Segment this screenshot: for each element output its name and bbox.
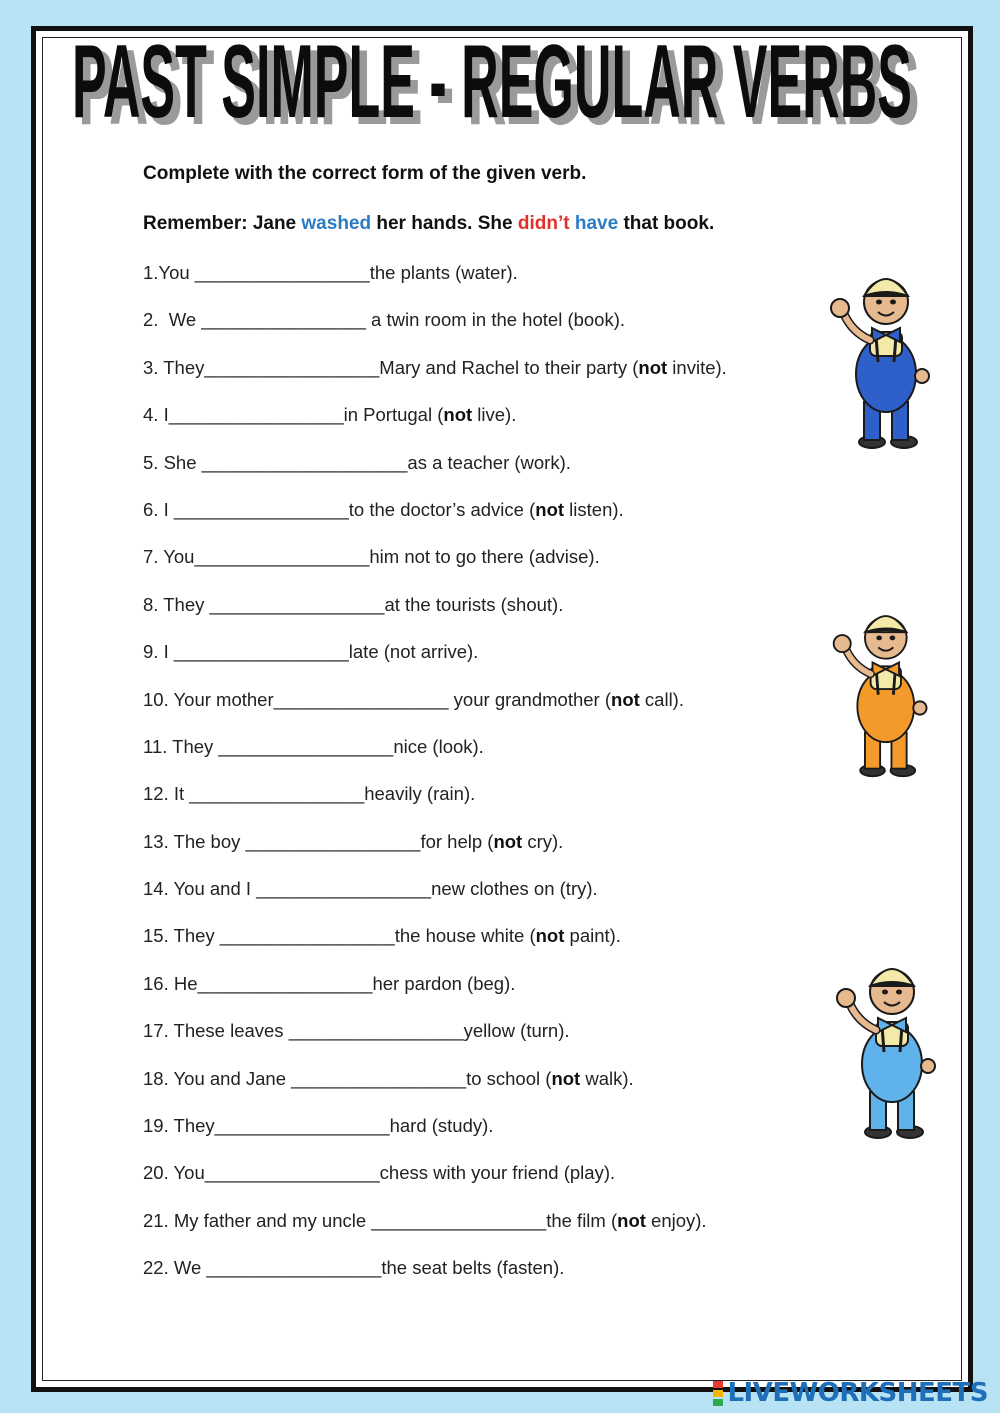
item-text: for help (	[420, 830, 494, 852]
item-text: to the doctor’s advice (	[348, 498, 536, 520]
item-text: heavily (rain).	[364, 783, 476, 805]
exercise-list	[143, 258, 823, 1301]
item-prefix: 9. I	[143, 641, 174, 663]
answer-blank[interactable]: _________________	[173, 641, 349, 663]
answer-blank[interactable]: _________________	[273, 688, 449, 710]
boy-figure-3	[837, 969, 935, 1138]
item-text: Mary and Rachel to their party (	[379, 356, 639, 378]
answer-blank[interactable]: _________________	[218, 735, 394, 757]
remember-example	[143, 213, 714, 235]
item-prefix: 5. She	[143, 451, 202, 473]
logo-text: LIVEWORKSHEETS	[727, 1378, 988, 1408]
item-prefix: 14. You and I	[143, 878, 257, 900]
exercise-item	[143, 1111, 823, 1158]
item-text-end: listen).	[564, 498, 624, 520]
boy-cartoon-orange-icon	[822, 600, 942, 780]
item-prefix: 12. It	[143, 783, 190, 805]
exercise-item	[143, 542, 823, 589]
answer-blank[interactable]: _________________	[219, 925, 395, 947]
item-text: the film (	[546, 1209, 618, 1231]
title-text: PAST SIMPLE - REGULAR VERBS	[72, 24, 912, 140]
item-text: in Portugal (	[343, 404, 444, 426]
boy-figure-1	[831, 279, 929, 448]
item-prefix: 16. He	[143, 972, 198, 994]
item-text: as a teacher (work).	[407, 451, 571, 473]
item-text: the house white (	[394, 925, 536, 947]
answer-blank[interactable]: _________________	[197, 972, 373, 994]
item-text: yellow (turn).	[463, 1020, 570, 1042]
answer-blank[interactable]: _________________	[204, 356, 380, 378]
boy-figure-2	[834, 616, 927, 776]
item-prefix: 6. I	[143, 498, 174, 520]
item-prefix: 22. We	[143, 1257, 207, 1279]
instruction-text: Complete with the correct form of the given verb.	[143, 163, 587, 184]
item-text-end: cry).	[522, 830, 564, 852]
item-text-end: invite).	[667, 356, 727, 378]
answer-blank[interactable]: _________________	[209, 593, 385, 615]
exercise-item	[143, 305, 823, 352]
item-prefix: 11. They	[143, 735, 219, 757]
worksheet-title	[0, 24, 1000, 152]
item-text-end: walk).	[580, 1067, 634, 1089]
answer-blank[interactable]: _________________	[206, 1257, 382, 1279]
exercise-item	[143, 874, 823, 921]
liveworksheets-logo	[713, 1377, 988, 1409]
answer-blank[interactable]: _________________	[288, 1020, 464, 1042]
boy-cartoon-lightblue-icon	[828, 952, 948, 1142]
item-prefix: 18. You and Jane	[143, 1067, 292, 1089]
example-have: have	[574, 213, 619, 234]
exercise-item	[143, 1253, 823, 1300]
item-text-end: paint).	[564, 925, 621, 947]
item-bold-not: not	[493, 830, 523, 852]
answer-blank[interactable]: _________________	[194, 262, 370, 283]
item-prefix: 13. The boy	[143, 830, 246, 852]
item-bold-not: not	[535, 498, 565, 520]
item-text: your grandmother (	[448, 688, 612, 710]
item-prefix: 2. We	[143, 309, 202, 331]
item-prefix: 8. They	[143, 593, 210, 615]
item-text: nice (look).	[393, 735, 484, 757]
answer-blank[interactable]: _________________	[173, 498, 349, 520]
exercise-item	[143, 353, 823, 400]
item-bold-not: not	[551, 1067, 581, 1089]
exercise-item	[143, 685, 823, 732]
answer-blank[interactable]: _________________	[204, 1162, 380, 1184]
item-text: chess with your friend (play).	[379, 1162, 616, 1184]
item-text: her pardon (beg).	[372, 972, 516, 994]
answer-blank[interactable]: _________________	[189, 783, 365, 805]
answer-blank[interactable]: _________________	[256, 878, 432, 900]
answer-blank[interactable]: ________________	[201, 309, 366, 331]
item-bold-not: not	[535, 925, 565, 947]
exercise-item	[143, 258, 823, 305]
answer-blank[interactable]: _________________	[168, 404, 344, 426]
exercise-item	[143, 495, 823, 542]
item-text: to school (	[466, 1067, 552, 1089]
exercise-item	[143, 637, 823, 684]
exercise-item	[143, 448, 823, 495]
answer-blank[interactable]: _________________	[245, 830, 421, 852]
item-prefix: 4. I	[143, 404, 169, 426]
logo-mark-icon	[713, 1380, 723, 1407]
item-text-end: live).	[472, 404, 517, 426]
item-text-end: call).	[639, 688, 684, 710]
exercise-item	[143, 1016, 823, 1063]
exercise-item	[143, 1206, 823, 1253]
item-bold-not: not	[611, 688, 640, 710]
item-prefix: 21. My father and my uncle	[143, 1209, 372, 1231]
remember-label: Remember: Jane	[143, 213, 302, 234]
item-text: the seat belts (fasten).	[381, 1257, 565, 1279]
exercise-item	[143, 779, 823, 826]
exercise-item	[143, 827, 823, 874]
item-text: the plants (water).	[369, 262, 518, 283]
exercise-item	[143, 400, 823, 447]
item-prefix: 1.You	[143, 262, 195, 283]
answer-blank[interactable]: ____________________	[201, 451, 408, 473]
answer-blank[interactable]: _________________	[194, 546, 370, 568]
item-prefix: 10. Your mother	[143, 688, 274, 710]
item-prefix: 20. You	[143, 1162, 205, 1184]
example-washed: washed	[301, 213, 372, 234]
exercise-item	[143, 1064, 823, 1111]
item-text: new clothes on (try).	[431, 878, 598, 900]
item-prefix: 3. They	[143, 356, 205, 378]
exercise-item	[143, 921, 823, 968]
item-text: him not to go there (advise).	[369, 546, 600, 568]
item-text: at the tourists (shout).	[384, 593, 564, 615]
item-prefix: 15. They	[143, 925, 220, 947]
example-mid: her hands. She	[371, 213, 518, 234]
example-didnt: didn’t	[517, 213, 570, 234]
item-bold-not: not	[443, 404, 473, 426]
exercise-item	[143, 1158, 823, 1205]
boy-cartoon-blue-icon	[822, 262, 942, 452]
item-text-end: enjoy).	[645, 1209, 707, 1231]
item-prefix: 17. These leaves	[143, 1020, 289, 1042]
item-prefix: 19. They	[143, 1115, 215, 1137]
item-prefix: 7. You	[143, 546, 195, 568]
exercise-item	[143, 732, 823, 779]
answer-blank[interactable]: _________________	[214, 1115, 390, 1137]
title-shadow: PAST SIMPLE - REGULAR VERBS	[79, 30, 919, 146]
item-bold-not: not	[638, 356, 668, 378]
item-bold-not: not	[617, 1209, 646, 1231]
exercise-item	[143, 590, 823, 637]
exercise-item	[143, 969, 823, 1016]
answer-blank[interactable]: _________________	[371, 1209, 547, 1231]
item-text: a twin room in the hotel (book).	[365, 309, 626, 331]
item-text: late (not arrive).	[348, 641, 479, 663]
example-end: that book.	[618, 213, 715, 234]
answer-blank[interactable]: _________________	[291, 1067, 467, 1089]
item-text: hard (study).	[389, 1115, 494, 1137]
